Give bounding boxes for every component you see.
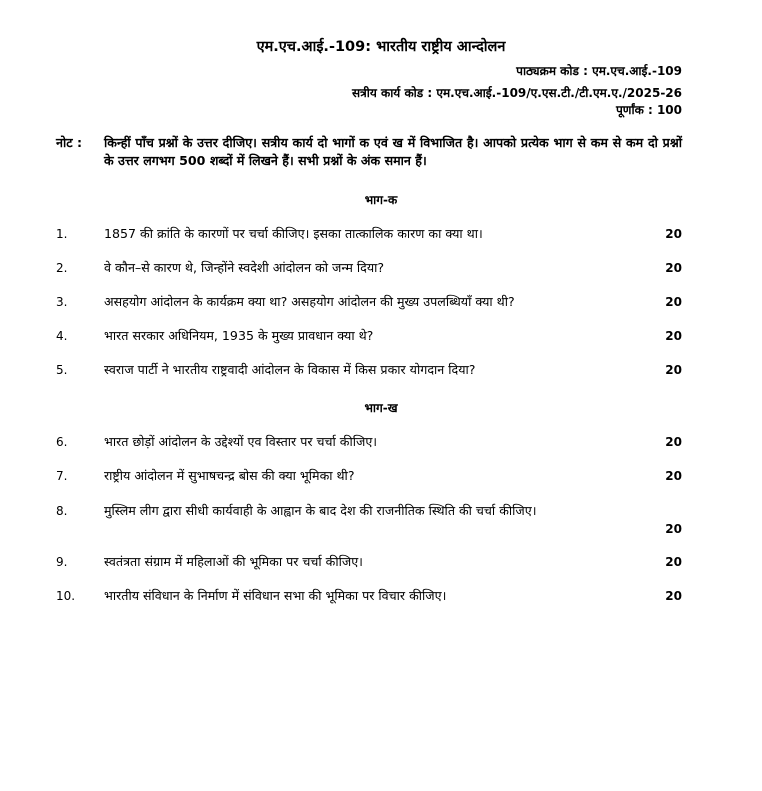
question-number: 7. xyxy=(56,469,68,483)
question-text: भारतीय संविधान के निर्माण में संविधान सभा की भूमिका पर विचार कीजिए। xyxy=(104,588,447,603)
note-label: नोट : xyxy=(56,135,83,150)
document-title: एम.एच.आई.-109: भारतीय राष्ट्रीय आन्दोलन xyxy=(256,39,506,55)
question-text: वे कौन–से कारण थे, जिन्होंने स्वदेशी आंदोलन को जन्म दिया? xyxy=(104,260,385,275)
max-marks: पूर्णांक : 100 xyxy=(615,103,682,117)
note-text: किन्हीं पाँच प्रश्नों के उत्तर दीजिए। सत्रीय कार्य दो भागों क एवं ख में विभाजित है। आपको प्रत्येक भाग से कम से कम दो प्रश्नों के उत्तर लगभग 500 शब्दों में लिखने हैं। सभी प्रश्नों के अंक समान हैं। xyxy=(104,135,682,168)
question-marks: 20 xyxy=(665,589,682,603)
question-marks: 20 xyxy=(665,227,682,241)
question-number: 1. xyxy=(56,227,68,241)
question-number: 2. xyxy=(56,261,68,275)
section-a-title: भाग-क xyxy=(364,193,398,207)
course-code: पाठ्यक्रम कोड : एम.एच.आई.-109 xyxy=(516,64,682,78)
question-marks: 20 xyxy=(665,261,682,275)
question-text: भारत सरकार अधिनियम, 1935 के मुख्य प्रावधान क्या थे? xyxy=(104,328,374,343)
question-marks: 20 xyxy=(665,522,682,536)
section-b-title: भाग-ख xyxy=(364,401,398,415)
question-text: स्वराज पार्टी ने भारतीय राष्ट्रवादी आंदोलन के विकास में किस प्रकार योगदान दिया? xyxy=(104,362,476,377)
question-marks: 20 xyxy=(665,435,682,449)
question-text: मुस्लिम लीग द्वारा सीधी कार्यवाही के आह्वान के बाद देश की राजनीतिक स्थिति की चर्चा कीजिए। xyxy=(104,503,537,518)
question-number: 3. xyxy=(56,295,68,309)
question-number: 5. xyxy=(56,363,68,377)
question-marks: 20 xyxy=(665,295,682,309)
question-text: भारत छोड़ों आंदोलन के उद्देश्यों एव विस्तार पर चर्चा कीजिए। xyxy=(104,434,378,449)
assignment-code: सत्रीय कार्य कोड : एम.एच.आई.-109/ए.एस.टी./टी.एम.ए./2025-26 xyxy=(352,86,682,100)
question-number: 10. xyxy=(56,589,76,603)
question-number: 6. xyxy=(56,435,68,449)
question-number: 8. xyxy=(56,504,68,518)
question-text: असहयोग आंदोलन के कार्यक्रम क्या था? असहयोग आंदोलन की मुख्य उपलब्धियाँ क्या थी? xyxy=(104,294,515,309)
question-number: 9. xyxy=(56,555,68,569)
question-marks: 20 xyxy=(665,329,682,343)
question-text: राष्ट्रीय आंदोलन में सुभाषचन्द्र बोस की क्या भूमिका थी? xyxy=(104,468,355,483)
instructions-note xyxy=(56,134,682,170)
question-marks: 20 xyxy=(665,469,682,483)
question-marks: 20 xyxy=(665,555,682,569)
question-number: 4. xyxy=(56,329,68,343)
question-text: 1857 की क्रांति के कारणों पर चर्चा कीजिए। इसका तात्कालिक कारण का क्या था। xyxy=(104,226,483,241)
question-text: स्वतंत्रता संग्राम में महिलाओं की भूमिका पर चर्चा कीजिए। xyxy=(104,554,363,569)
question-marks: 20 xyxy=(665,363,682,377)
